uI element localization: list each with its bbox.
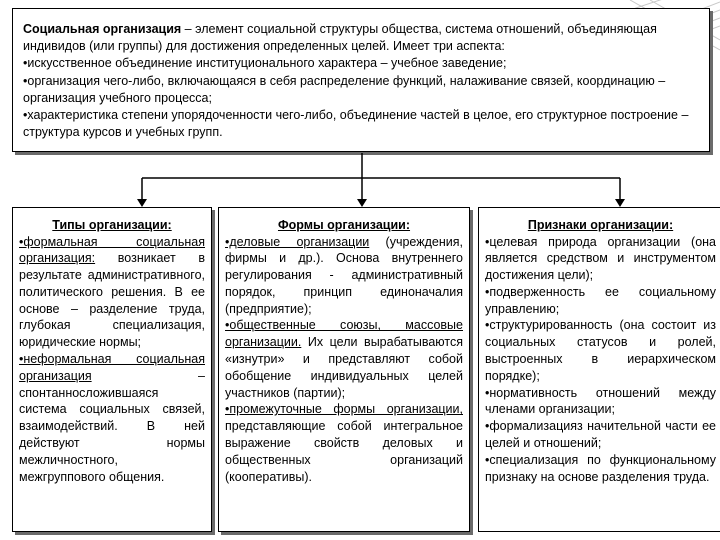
sign-item: •целевая природа организации (она является средством и инструментом достижения цели);	[485, 234, 716, 283]
definition-term: Социальная организация	[23, 22, 182, 36]
arrowhead-left	[137, 199, 147, 207]
informal-term: •неформальная социальная организация	[19, 352, 205, 383]
formal-text: возникает в результате административного, политического решения. В ее основе – разделение труда, глубокая специализация, юридические нормы;	[19, 251, 205, 350]
forms-title: Формы организации:	[277, 218, 411, 232]
forms-text	[225, 234, 463, 486]
arrowhead-right	[615, 199, 625, 207]
types-box	[12, 207, 212, 532]
business-text: (учреждения, фирмы и др.). Основа внутреннего регулирования - административный порядок, принцип единоначалия (предприятие);	[225, 234, 463, 316]
aspect-bullet-2: •организация чего-либо, включающаяся в себя распределение функций, налаживание связей, координацию – организация учебного процесса;	[23, 73, 666, 105]
informal-text: – спонтанносложившаяся система социальных связей, взаимодействий. В ней действуют нормы межличностного, межгруппового общения.	[19, 368, 205, 484]
intermediate-term: •промежуточные формы организации,	[225, 402, 463, 417]
sign-item: •специализация по функциональному признаку на основе разделения труда.	[485, 452, 716, 484]
types-text	[19, 234, 205, 486]
signs-text	[485, 234, 716, 486]
forms-box	[218, 207, 470, 532]
formal-term: •формальная социальная организация:	[19, 234, 205, 266]
business-term: •деловые организации	[225, 234, 370, 249]
sign-item: •подверженность ее социальному управлению;	[485, 284, 716, 316]
signs-box	[478, 207, 720, 532]
definition-text	[23, 21, 699, 55]
arrowhead-middle	[357, 199, 367, 207]
signs-title: Признаки организации:	[527, 218, 674, 232]
sign-item: •структурированность (она состоит из социальных статусов и ролей, выстроенных в иерархическом порядке);	[485, 318, 716, 383]
definition-body: – элемент социальной структуры общества, система отношений, объединяющая индивидов (или группы) для достижения определенных целей. Имеет три аспекта:	[23, 22, 657, 54]
sign-item: •формализацияз начительной части ее целей и отношений;	[485, 419, 716, 451]
intermediate-text: представляющие собой интегральное выражение свойств деловых и общественных организаций (кооперативы).	[225, 419, 463, 484]
sign-item: •нормативность отношений между членами организации;	[485, 385, 716, 417]
public-term: •общественные союзы, массовые организации.	[225, 318, 463, 350]
aspect-bullet-3: •характеристика степени упорядоченности чего-либо, объединение частей в целое, его структурное построение – структура курсов и учебных групп.	[23, 108, 689, 140]
aspect-bullet-1: •искусственное объединение институционального характера – учебное заведение;	[23, 56, 507, 71]
definition-box	[12, 8, 710, 152]
types-title: Типы организации:	[52, 218, 172, 232]
public-text: Их цели вырабатываются «изнутри» и представляют собой обобщение индивидуальных целей участников (партии);	[225, 335, 463, 400]
